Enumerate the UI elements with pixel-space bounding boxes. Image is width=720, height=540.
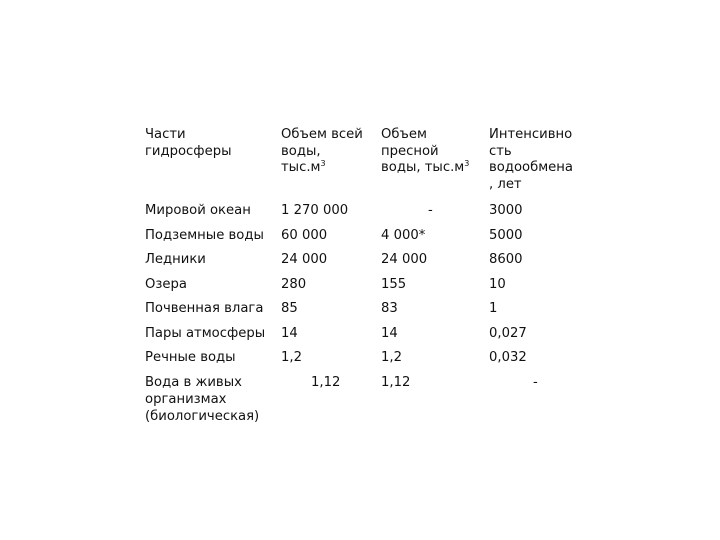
table-cell-volume-all: 1,12 <box>311 375 341 390</box>
header-text-line: , лет <box>489 176 522 192</box>
header-text-line: Интенсивно <box>489 127 573 142</box>
table-cell-part: Подземные воды <box>145 228 264 243</box>
table-cell-text-line: Вода в живых <box>145 375 242 390</box>
header-text-line: водообмена <box>489 160 573 175</box>
table-cell-text-line: организмах <box>145 392 227 407</box>
superscript: 3 <box>320 159 326 168</box>
table-cell-volume-fresh: 1,2 <box>381 350 402 365</box>
table-cell-volume-fresh: 1,12 <box>381 375 411 390</box>
header-text-line: гидросферы <box>145 143 232 159</box>
header-text-line: Части <box>145 127 186 142</box>
table-cell-volume-all: 1,2 <box>281 350 302 365</box>
header-text-line <box>381 160 469 177</box>
header-text-line: воды, <box>281 143 321 159</box>
superscript: 3 <box>464 159 470 168</box>
table-cell-intensity: 0,032 <box>489 350 527 365</box>
table-cell-intensity: 8600 <box>489 252 523 267</box>
table-cell-volume-fresh: 14 <box>381 326 398 341</box>
header-text: тыс.м <box>281 160 321 175</box>
table-cell-volume-fresh: - <box>428 203 433 218</box>
header-parts <box>145 127 231 160</box>
header-text-line: Объем всей <box>281 127 363 142</box>
table-cell-volume-fresh: 83 <box>381 301 398 316</box>
table-cell-intensity: 5000 <box>489 228 523 243</box>
table-cell-intensity: - <box>533 375 538 390</box>
table-cell-volume-fresh: 4 000* <box>381 228 426 243</box>
table-cell-volume-fresh: 24 000 <box>381 252 428 267</box>
table-cell-text-line: (биологическая) <box>145 409 260 424</box>
table-cell-intensity: 3000 <box>489 203 523 218</box>
header-text-line: пресной <box>381 143 439 159</box>
table-cell-intensity: 10 <box>489 277 506 292</box>
header-volume-all <box>281 127 363 177</box>
table-cell-volume-all: 85 <box>281 301 298 316</box>
table-cell-part <box>145 374 259 425</box>
header-text: воды, тыс.м <box>381 160 465 175</box>
header-text-line <box>281 160 363 177</box>
table-cell-volume-fresh: 155 <box>381 277 407 292</box>
table-cell-part: Пары атмосферы <box>145 326 266 341</box>
header-text-line: Объем <box>381 127 427 142</box>
table-cell-part: Почвенная влага <box>145 301 264 316</box>
table-cell-volume-all: 60 000 <box>281 228 328 243</box>
header-volume-fresh <box>381 127 469 177</box>
table-cell-volume-all: 1 270 000 <box>281 203 349 218</box>
table-cell-part: Мировой океан <box>145 203 251 218</box>
table-cell-part: Речные воды <box>145 350 236 365</box>
table-cell-intensity: 0,027 <box>489 326 527 341</box>
header-text-line: сть <box>489 143 512 159</box>
table-cell-intensity: 1 <box>489 301 498 316</box>
table-cell-volume-all: 14 <box>281 326 298 341</box>
table-cell-part: Ледники <box>145 252 206 267</box>
table-cell-volume-all: 24 000 <box>281 252 328 267</box>
table-cell-volume-all: 280 <box>281 277 307 292</box>
table-cell-part: Озера <box>145 277 187 292</box>
header-intensity <box>489 127 573 193</box>
